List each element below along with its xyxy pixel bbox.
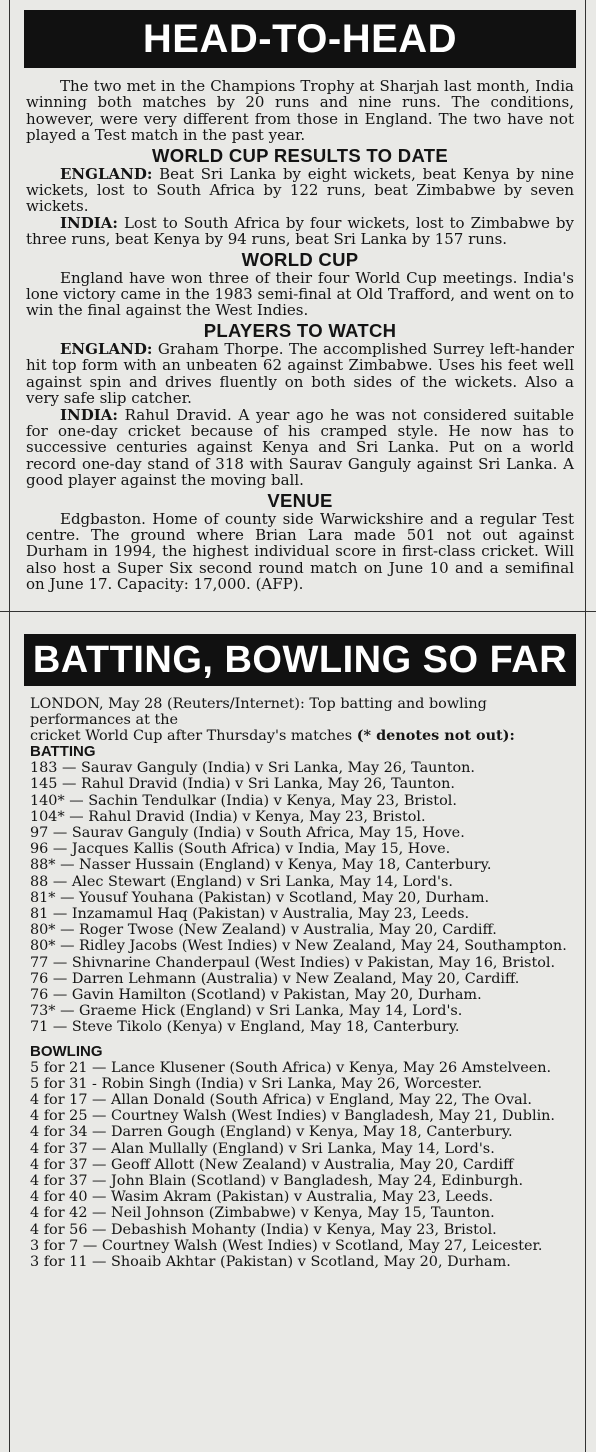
bowling-entry: 4 for 25 — Courtney Walsh (West Indies) v Bangladesh, May 21, Dublin. [30, 1108, 556, 1125]
batting-entry: 97 — Saurav Ganguly (India) v South Africa, May 15, Hove. [30, 824, 465, 841]
batting-entry: 71 — Steve Tikolo (Kenya) v England, May 18, Canterbury. [30, 1019, 460, 1036]
batting-entry: 80* — Ridley Jacobs (West Indies) v New Zealand, May 24, Southampton. [30, 938, 567, 955]
batting-entry: 88* — Nasser Hussain (England) v Kenya, May 18, Canterbury. [30, 857, 492, 874]
batting-entry: 104* — Rahul Dravid (India) v Kenya, May 23, Bristol. [30, 808, 426, 825]
batting-entry: 76 — Darren Lehmann (Australia) v New Zealand, May 20, Cardiff. [30, 970, 520, 987]
bowling-entry: 4 for 17 — Allan Donald (South Africa) v England, May 22, The Oval. [30, 1092, 532, 1109]
bowling-entry: 4 for 37 — Alan Mullally (England) v Sri Lanka, May 14, Lord's. [30, 1140, 495, 1157]
india-label: INDIA: [60, 213, 118, 232]
batting-heading: BATTING [30, 743, 96, 761]
batting-entry: 81* — Yousuf Youhana (Pakistan) v Scotland, May 20, Durham. [30, 889, 490, 906]
not-out-note: (* denotes not out): [356, 726, 515, 744]
england-results-text: Beat Sri Lanka by eight wickets, beat Kenya by nine wickets, lost to South Africa by 122 runs, beat Zimbabwe by seven wickets. [26, 164, 574, 216]
bowling-list [30, 1060, 572, 1271]
stats-intro [30, 696, 572, 745]
india-player-paragraph [26, 407, 574, 489]
england-label: ENGLAND: [60, 164, 153, 183]
head-to-head-section [24, 68, 576, 593]
india-player-label: INDIA: [60, 405, 118, 424]
england-player-paragraph [26, 341, 574, 407]
india-results-paragraph [26, 215, 574, 248]
batting-entry: 145 — Rahul Dravid (India) v Sri Lanka, May 26, Taunton. [30, 776, 455, 793]
batting-bowling-banner: BATTING, BOWLING SO FAR [24, 634, 576, 686]
batting-entry: 81 — Inzamamul Haq (Pakistan) v Australia, May 23, Leeds. [30, 906, 470, 922]
left-column-rule [9, 0, 10, 1452]
bowling-entry: 3 for 11 — Shoaib Akhtar (Pakistan) v Scotland, May 20, Durham. [30, 1254, 511, 1271]
bowling-entry: 4 for 42 — Neil Johnson (Zimbabwe) v Kenya, May 15, Taunton. [30, 1205, 495, 1222]
india-player-text: Rahul Dravid. A year ago he was not considered suitable for one-day cricket because of his cramped style. He now has to successive centuries against Kenya and Sri Lanka. Put on a world record one-day stand of 318 with Saurav Ganguly against Sri Lanka. A good player against the moving ball. [26, 405, 574, 490]
stats-intro-line2: cricket World Cup after Thursday's matches [30, 727, 353, 744]
section-divider [0, 611, 596, 612]
bowling-entry: 3 for 7 — Courtney Walsh (West Indies) v Scotland, May 27, Leicester. [30, 1237, 543, 1254]
world-cup-paragraph: England have won three of their four World Cup meetings. India's lone victory came in the 1983 semi-final at Old Trafford, and went on to win the final against the West Indies. [26, 268, 574, 320]
bowling-entry: 5 for 31 - Robin Singh (India) v Sri Lanka, May 26, Worcester. [30, 1075, 483, 1092]
right-column-rule [585, 0, 586, 1452]
article-column [24, 0, 576, 1270]
batting-list [30, 760, 572, 1035]
bowling-entry: 4 for 56 — Debashish Mohanty (India) v Kenya, May 23, Bristol. [30, 1221, 497, 1238]
world-cup-heading: WORLD CUP [241, 248, 359, 270]
stats-section [24, 686, 576, 1271]
batting-entry: 80* — Roger Twose (New Zealand) v Australia, May 20, Cardiff. [30, 922, 497, 939]
stats-intro-line1: LONDON, May 28 (Reuters/Internet): Top batting and bowling performances at the [30, 695, 487, 728]
intro-paragraph: The two met in the Champions Trophy at Sharjah last month, India winning both matches by 20 runs and nine runs. The conditions, however, were very different from those in England. The two have not played a Test match in the past year. [26, 77, 574, 145]
bowling-entry: 4 for 37 — Geoff Allott (New Zealand) v Australia, May 20, Cardiff [30, 1156, 514, 1173]
results-heading: WORLD CUP RESULTS TO DATE [152, 144, 448, 166]
bowling-entry: 5 for 21 — Lance Klusener (South Africa) v Kenya, May 26 Amstelveen. [30, 1059, 552, 1076]
venue-paragraph: Edgbaston. Home of county side Warwickshire and a regular Test centre. The ground where Brian Lara made 501 not out against Durham in 1994, the highest individual score in first-class cricket. Will also host a Super Six second round match on June 10 and a semifinal on June 17. Capacity: 17,000. (AFP). [26, 509, 574, 594]
bowling-heading: BOWLING [30, 1042, 103, 1060]
batting-entry: 76 — Gavin Hamilton (Scotland) v Pakistan, May 20, Durham. [30, 987, 482, 1004]
venue-heading: VENUE [267, 489, 333, 511]
bowling-entry: 4 for 34 — Darren Gough (England) v Kenya, May 18, Canterbury. [30, 1124, 513, 1141]
england-results-paragraph [26, 166, 574, 215]
batting-entry: 140* — Sachin Tendulkar (India) v Kenya, May 23, Bristol. [30, 792, 457, 809]
head-to-head-banner: HEAD-TO-HEAD [24, 10, 576, 68]
england-player-label: ENGLAND: [60, 339, 153, 358]
batting-entry: 77 — Shivnarine Chanderpaul (West Indies) v Pakistan, May 16, Bristol. [30, 954, 556, 971]
batting-entry: 73* — Graeme Hick (England) v Sri Lanka, May 14, Lord's. [30, 1003, 463, 1020]
players-heading: PLAYERS TO WATCH [203, 319, 397, 341]
india-results-text: Lost to South Africa by four wickets, lost to Zimbabwe by three runs, beat Kenya by 94 runs, beat Sri Lanka by 157 runs. [26, 213, 574, 249]
batting-entry: 96 — Jacques Kallis (South Africa) v India, May 15, Hove. [30, 841, 451, 858]
bowling-entry: 4 for 40 — Wasim Akram (Pakistan) v Australia, May 23, Leeds. [30, 1189, 494, 1206]
england-player-text: Graham Thorpe. The accomplished Surrey left-hander hit top form with an unbeaten 62 against Zimbabwe. Uses his feet well against spin and drives fluently on both sides of the wickets. Also a very safe slip catcher. [26, 339, 574, 408]
bowling-entry: 4 for 37 — John Blain (Scotland) v Bangladesh, May 24, Edinburgh. [30, 1173, 524, 1190]
batting-entry: 183 — Saurav Ganguly (India) v Sri Lanka, May 26, Taunton. [30, 760, 475, 777]
batting-entry: 88 — Alec Stewart (England) v Sri Lanka, May 14, Lord's. [30, 873, 453, 890]
